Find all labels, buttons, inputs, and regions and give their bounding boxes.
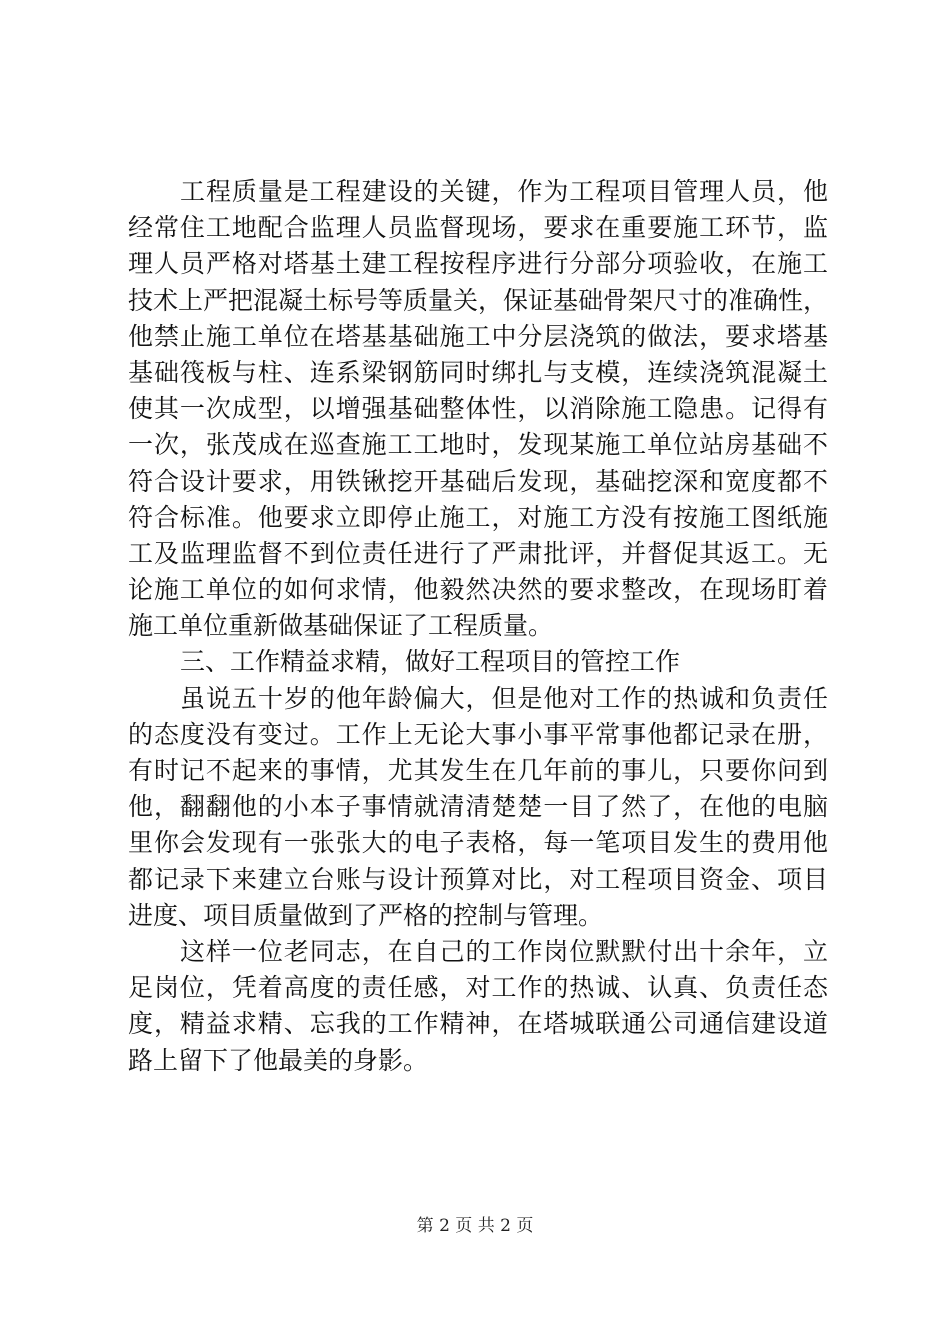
paragraph-line: 工及监理监督不到位责任进行了严肃批评，并督促其返工。无 — [128, 538, 828, 568]
paragraph-line: 路上留下了他最美的身影。 — [128, 1045, 429, 1075]
paragraph-line: 度，精益求精、忘我的工作精神，在塔城联通公司通信建设道 — [128, 1009, 828, 1039]
paragraph-line: 有时记不起来的事情，尤其发生在几年前的事儿，只要你问到 — [128, 756, 828, 785]
paragraph-line: 理人员严格对塔基土建工程按程序进行分部分项验收，在施工 — [128, 249, 828, 279]
paragraph-line: 符合设计要求，用铁锹挖开基础后发现，基础挖深和宽度都不 — [128, 466, 828, 496]
paragraph-line: 虽说五十岁的他年龄偏大，但是他对工作的热诚和负责任 — [180, 683, 828, 713]
paragraph-quality — [128, 174, 828, 644]
paragraph-line: 符合标准。他要求立即停止施工，对施工方没有按施工图纸施 — [128, 502, 828, 532]
paragraph-line: 一次，张茂成在巡查施工工地时，发现某施工单位站房基础不 — [128, 430, 828, 460]
page-number-footer: 第 2 页 共 2 页 — [416, 1216, 534, 1236]
paragraph-line: 经常住工地配合监理人员监督现场，要求在重要施工环节，监 — [128, 213, 828, 243]
paragraph-conclusion — [128, 934, 828, 1079]
paragraph-line: 施工单位重新做基础保证了工程质量。 — [128, 611, 554, 641]
section-heading — [128, 644, 828, 680]
paragraph-line: 他禁止施工单位在塔基基础施工中分层浇筑的做法，要求塔基 — [128, 321, 828, 351]
paragraph-line: 这样一位老同志，在自己的工作岗位默默付出十余年，立 — [180, 936, 828, 966]
paragraph-line: 里你会发现有一张张大的电子表格，每一笔项目发生的费用他 — [128, 828, 828, 858]
paragraph-line: 足岗位，凭着高度的责任感，对工作的热诚、认真、负责任态 — [128, 973, 828, 1003]
body-text — [128, 174, 828, 1079]
paragraph-line: 都记录下来建立台账与设计预算对比，对工程项目资金、项目 — [128, 864, 828, 894]
paragraph-line: 使其一次成型，以增强基础整体性，以消除施工隐患。记得有 — [128, 394, 828, 424]
paragraph-line: 进度、项目质量做到了严格的控制与管理。 — [128, 900, 604, 930]
paragraph-line: 论施工单位的如何求情，他毅然决然的要求整改，在现场盯着 — [128, 575, 828, 605]
paragraph-line: 工程质量是工程建设的关键，作为工程项目管理人员，他 — [180, 177, 828, 206]
paragraph-line: 他，翻翻他的小本子事情就清清楚楚一目了然了，在他的电脑 — [128, 792, 828, 822]
paragraph-line: 基础筏板与柱、连系梁钢筋同时绑扎与支模，连续浇筑混凝土 — [128, 357, 828, 387]
section-heading-text: 三、工作精益求精，做好工程项目的管控工作 — [180, 647, 681, 677]
paragraph-line: 的态度没有变过。工作上无论大事小事平常事他都记录在册， — [128, 719, 828, 749]
paragraph-line: 技术上严把混凝土标号等质量关，保证基础骨架尺寸的准确性， — [128, 285, 829, 315]
paragraph-diligence — [128, 681, 828, 934]
